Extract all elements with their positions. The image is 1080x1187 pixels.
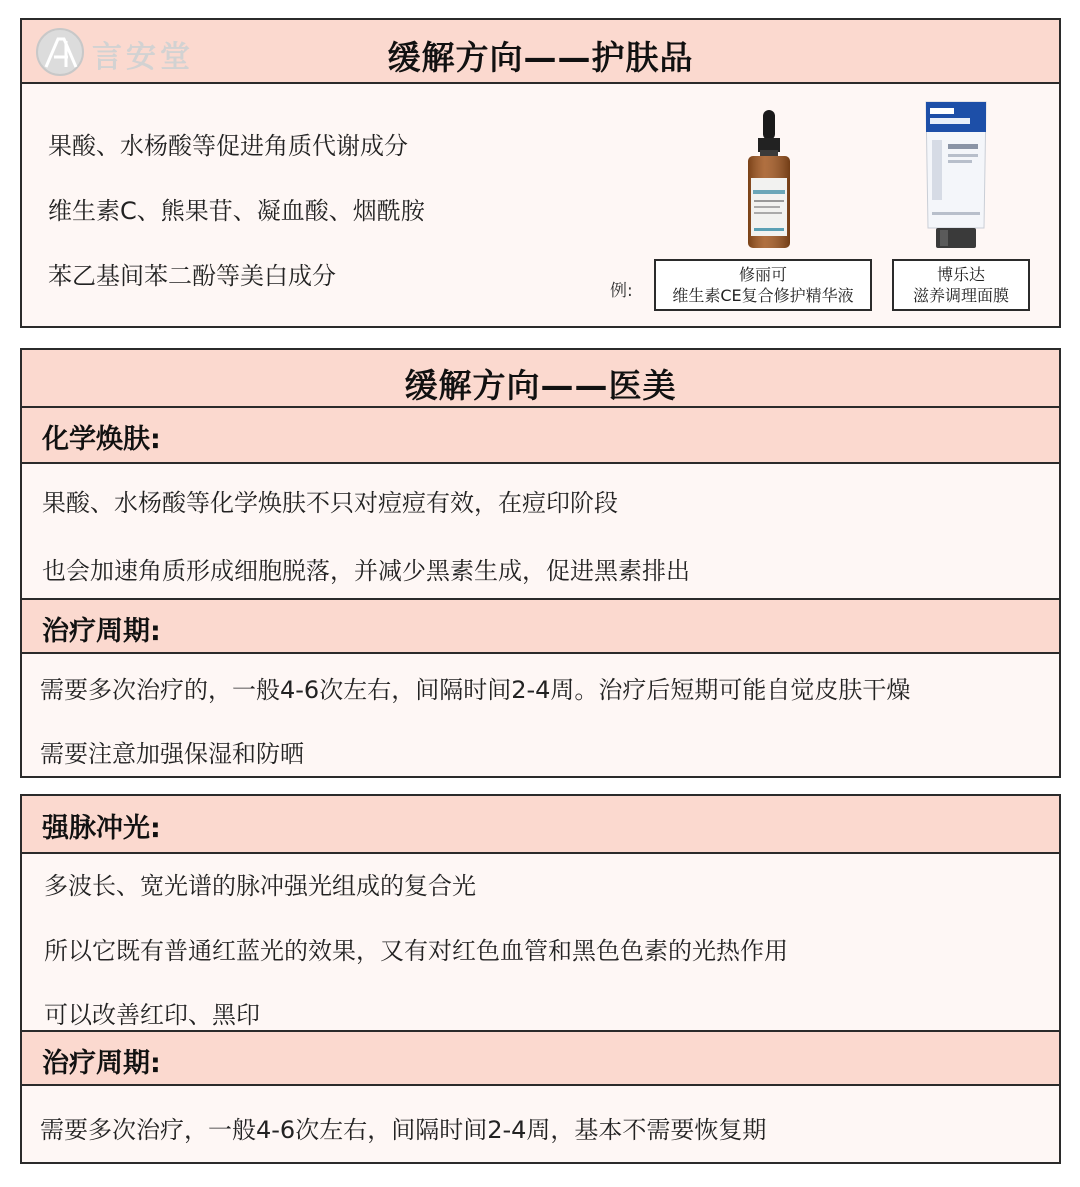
- example-label: 例:: [610, 281, 633, 301]
- chemical-period-heading: 治疗周期:: [42, 616, 161, 647]
- serum-brand: 修丽可: [738, 265, 787, 284]
- ipl-line-2: 所以它既有普通红蓝光的效果，又有对红色血管和黑色色素的光热作用: [44, 937, 788, 965]
- ipl-line-3: 可以改善红印、黑印: [44, 1001, 260, 1029]
- ipl-period-line-1: 需要多次治疗，一般4-6次左右，间隔时间2-4周，基本不需要恢复期: [40, 1116, 767, 1144]
- ipl-line-1: 多波长、宽光谱的脉冲强光组成的复合光: [44, 872, 476, 900]
- medical-title: 缓解方向——医美: [404, 366, 677, 405]
- chemical-period-line-1: 需要多次治疗的，一般4-6次左右，间隔时间2-4周。治疗后短期可能自觉皮肤干燥: [40, 676, 911, 704]
- mask-brand: 博乐达: [936, 265, 985, 284]
- mask-tube-icon: [922, 100, 990, 250]
- ipl-period-head: [22, 1030, 1059, 1086]
- ipl-head: [22, 796, 1059, 854]
- ipl-period-heading: 治疗周期:: [42, 1048, 161, 1079]
- mask-caption: [892, 259, 1030, 311]
- serum-caption: [654, 259, 872, 311]
- logo-text: 言安堂: [92, 40, 194, 75]
- chemical-peel-line-2: 也会加速角质形成细胞脱落，并减少黑素生成，促进黑素排出: [42, 557, 690, 585]
- skincare-line-3: 苯乙基间苯二酚等美白成分: [48, 262, 336, 290]
- logo-mark-icon: [36, 28, 84, 76]
- serum-name: 维生素CE复合修护精华液: [672, 286, 854, 305]
- skincare-line-2: 维生素C、熊果苷、凝血酸、烟酰胺: [48, 197, 425, 225]
- chemical-peel-line-1: 果酸、水杨酸等化学焕肤不只对痘痘有效，在痘印阶段: [42, 489, 618, 517]
- chemical-peel-heading: 化学焕肤:: [42, 424, 161, 455]
- serum-bottle-icon: [744, 110, 794, 250]
- skincare-title: 缓解方向——护肤品: [387, 38, 694, 77]
- ipl-card: [20, 794, 1061, 1164]
- chemical-period-line-2: 需要注意加强保湿和防晒: [40, 740, 304, 768]
- medical-card-header: [22, 350, 1059, 408]
- ipl-heading: 强脉冲光:: [42, 813, 161, 844]
- mask-name: 滋养调理面膜: [912, 286, 1009, 305]
- skincare-line-1: 果酸、水杨酸等促进角质代谢成分: [48, 132, 408, 160]
- chemical-peel-head: [22, 408, 1059, 464]
- chemical-period-head: [22, 598, 1059, 654]
- medical-card: [20, 348, 1061, 778]
